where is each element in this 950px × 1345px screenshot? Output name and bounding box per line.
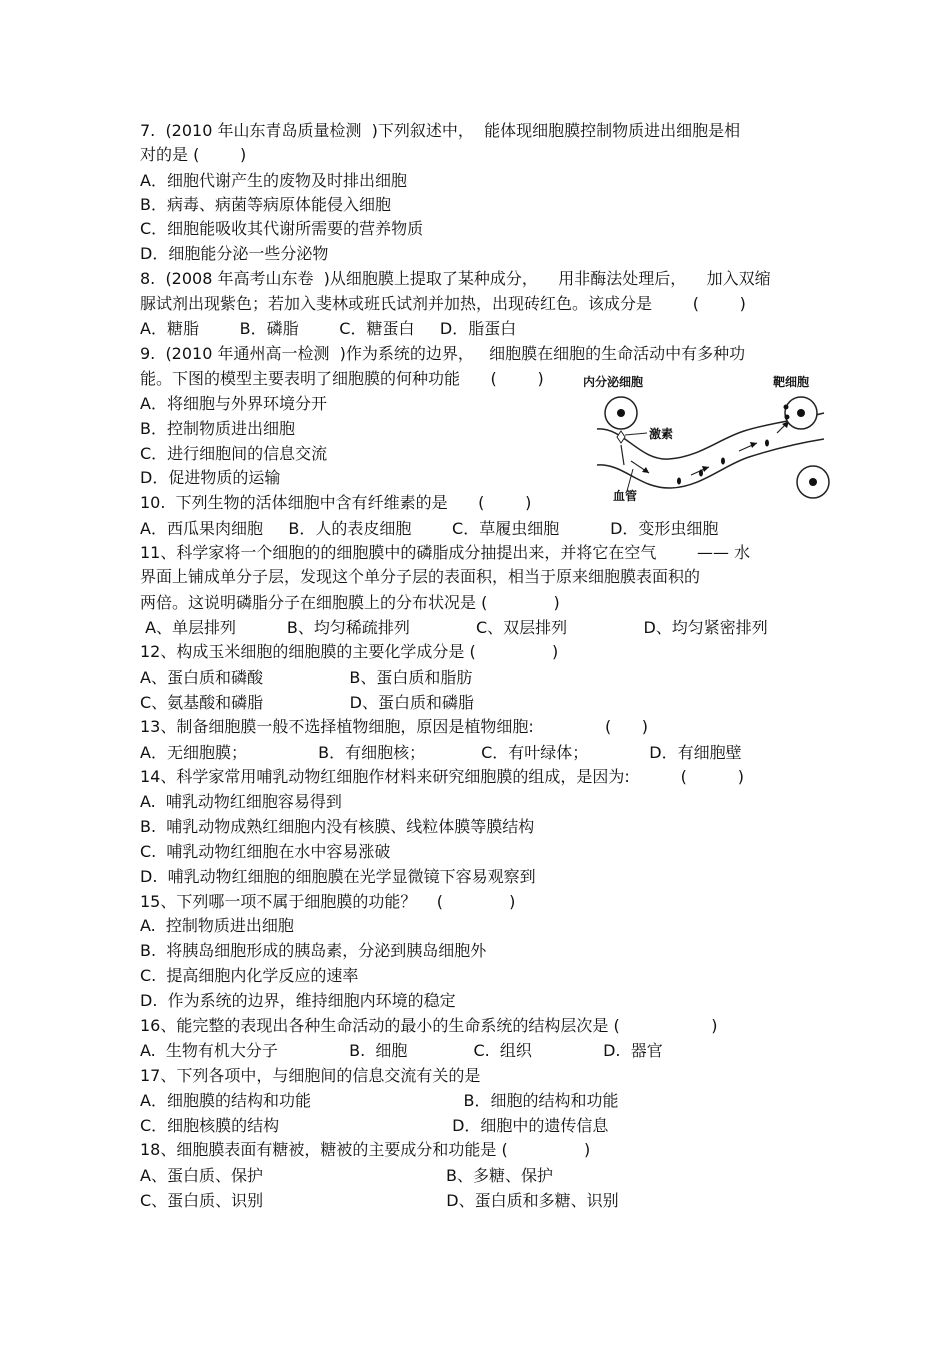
text-line: 对的是 ( ) bbox=[140, 145, 247, 164]
text-line: C．进行细胞间的信息交流 bbox=[140, 444, 328, 463]
text-line: C、蛋白质、识别 D、蛋白质和多糖、识别 bbox=[140, 1191, 619, 1210]
other-cell-nucleus bbox=[809, 478, 817, 486]
text-line: 17、下列各项中，与细胞间的信息交流有关的是 bbox=[140, 1066, 481, 1085]
text-line: 10. 下列生物的活体细胞中含有纤维素的是 ( ) bbox=[140, 493, 532, 512]
flow-arrowhead-3 bbox=[750, 442, 757, 448]
text-line: A、蛋白质、保护 B、多糖、保护 bbox=[140, 1166, 554, 1185]
text-line: 12、构成玉米细胞的细胞膜的主要化学成分是 ( ) bbox=[140, 642, 559, 661]
text-line: A. 生物有机大分子 B. 细胞 C. 组织 D. 器官 bbox=[140, 1041, 663, 1060]
text-line: 两倍。这说明磷脂分子在细胞膜上的分布状况是 ( ) bbox=[140, 593, 560, 612]
text-line: 脲试剂出现紫色；若加入斐林或班氏试剂并加热，出现砖红色。该成分是 ( ) bbox=[140, 294, 746, 313]
text-line: A. 哺乳动物红细胞容易得到 bbox=[140, 792, 342, 811]
text-line: 14、科学家常用哺乳动物红细胞作材料来研究细胞膜的组成，是因为: ( ) bbox=[140, 767, 744, 786]
text-line: C. 提高细胞内化学反应的速率 bbox=[140, 966, 359, 985]
hormone-pointer bbox=[625, 433, 647, 435]
diagram-svg bbox=[579, 369, 839, 509]
label-hormone: 激素 bbox=[649, 427, 674, 441]
label-target-cell: 靶细胞 bbox=[773, 375, 810, 389]
secreting-cell-nucleus bbox=[617, 409, 625, 417]
text-line: B．控制物质进出细胞 bbox=[140, 419, 295, 438]
text-line: A．将细胞与外界环境分开 bbox=[140, 394, 327, 413]
secretion-arrow-line bbox=[621, 445, 624, 465]
text-line: A．西瓜果肉细胞 B．人的表皮细胞 C．草履虫细胞 D．变形虫细胞 bbox=[140, 519, 719, 538]
flow-arrowhead-1 bbox=[642, 467, 649, 473]
text-line: 能。下图的模型主要表明了细胞膜的何种功能 ( ) bbox=[140, 369, 544, 388]
flow-arrowhead-2 bbox=[702, 466, 709, 472]
text-line: 7. (2010 年山东青岛质量检测 )下列叙述中， 能体现细胞膜控制物质进出细胞是相 bbox=[140, 121, 741, 140]
text-line: C、氨基酸和磷脂 D、蛋白质和磷脂 bbox=[140, 693, 474, 712]
text-line: A、蛋白质和磷酸 B、蛋白质和脂肪 bbox=[140, 668, 473, 687]
text-line: B. 哺乳动物成熟红细胞内没有核膜、线粒体膜等膜结构 bbox=[140, 817, 535, 836]
text-line: 13、制备细胞膜一般不选择植物细胞，原因是植物细胞: ( ) bbox=[140, 717, 648, 736]
text-line: B. 将胰岛细胞形成的胰岛素，分泌到胰岛细胞外 bbox=[140, 941, 487, 960]
text-line: 18、细胞膜表面有糖被，糖被的主要成分和功能是 ( ) bbox=[140, 1140, 591, 1159]
label-secreting-cell: 内分泌细胞 bbox=[583, 375, 644, 389]
text-line: 9. (2010 年通州高一检测 )作为系统的边界， 细胞膜在细胞的生命活动中有多种功 bbox=[140, 344, 746, 363]
target-cell-nucleus bbox=[797, 409, 805, 417]
text-line: C．细胞能吸收其代谢所需要的营养物质 bbox=[140, 219, 424, 238]
text-line: D．细胞能分泌一些分泌物 bbox=[140, 244, 329, 263]
text-line: D. 作为系统的边界，维持细胞内环境的稳定 bbox=[140, 991, 456, 1010]
text-line: D. 哺乳动物红细胞的细胞膜在光学显微镜下容易观察到 bbox=[140, 867, 536, 886]
text-line: A．细胞代谢产生的废物及时排出细胞 bbox=[140, 171, 407, 190]
cell-signaling-diagram bbox=[579, 369, 839, 509]
text-line: 8. (2008 年高考山东卷 )从细胞膜上提取了某种成分， 用非酶法处理后， 加入双缩 bbox=[140, 269, 771, 288]
text-line: A．细胞膜的结构和功能 B．细胞的结构和功能 bbox=[140, 1091, 619, 1110]
text-line: 11、科学家将一个细胞的的细胞膜中的磷脂成分抽提出来，并将它在空气 —— 水 bbox=[140, 543, 751, 562]
text-line: A．糖脂 B．磷脂 C．糖蛋白 D．脂蛋白 bbox=[140, 319, 517, 338]
text-line: D．促进物质的运输 bbox=[140, 468, 281, 487]
text-line: A. 控制物质进出细胞 bbox=[140, 916, 294, 935]
hormone-drop bbox=[617, 431, 625, 443]
text-line: C．细胞核膜的结构 D．细胞中的遗传信息 bbox=[140, 1116, 609, 1135]
text-line: 16、能完整的表现出各种生命活动的最小的生命系统的结构层次是 ( ) bbox=[140, 1016, 718, 1035]
text-line: 15、下列哪一项不属于细胞膜的功能？ ( ) bbox=[140, 892, 516, 911]
text-line: A、单层排列 B、均匀稀疏排列 C、双层排列 D、均匀紧密排列 bbox=[140, 618, 768, 637]
text-line: B．病毒、病菌等病原体能侵入细胞 bbox=[140, 195, 391, 214]
text-line: A．无细胞膜； B．有细胞核； C．有叶绿体； D．有细胞壁 bbox=[140, 743, 742, 762]
text-line: C. 哺乳动物红细胞在水中容易涨破 bbox=[140, 842, 391, 861]
label-vessel: 血管 bbox=[613, 489, 638, 503]
text-line: 界面上铺成单分子层，发现这个单分子层的表面积，相当于原来细胞膜表面积的 bbox=[140, 567, 701, 586]
